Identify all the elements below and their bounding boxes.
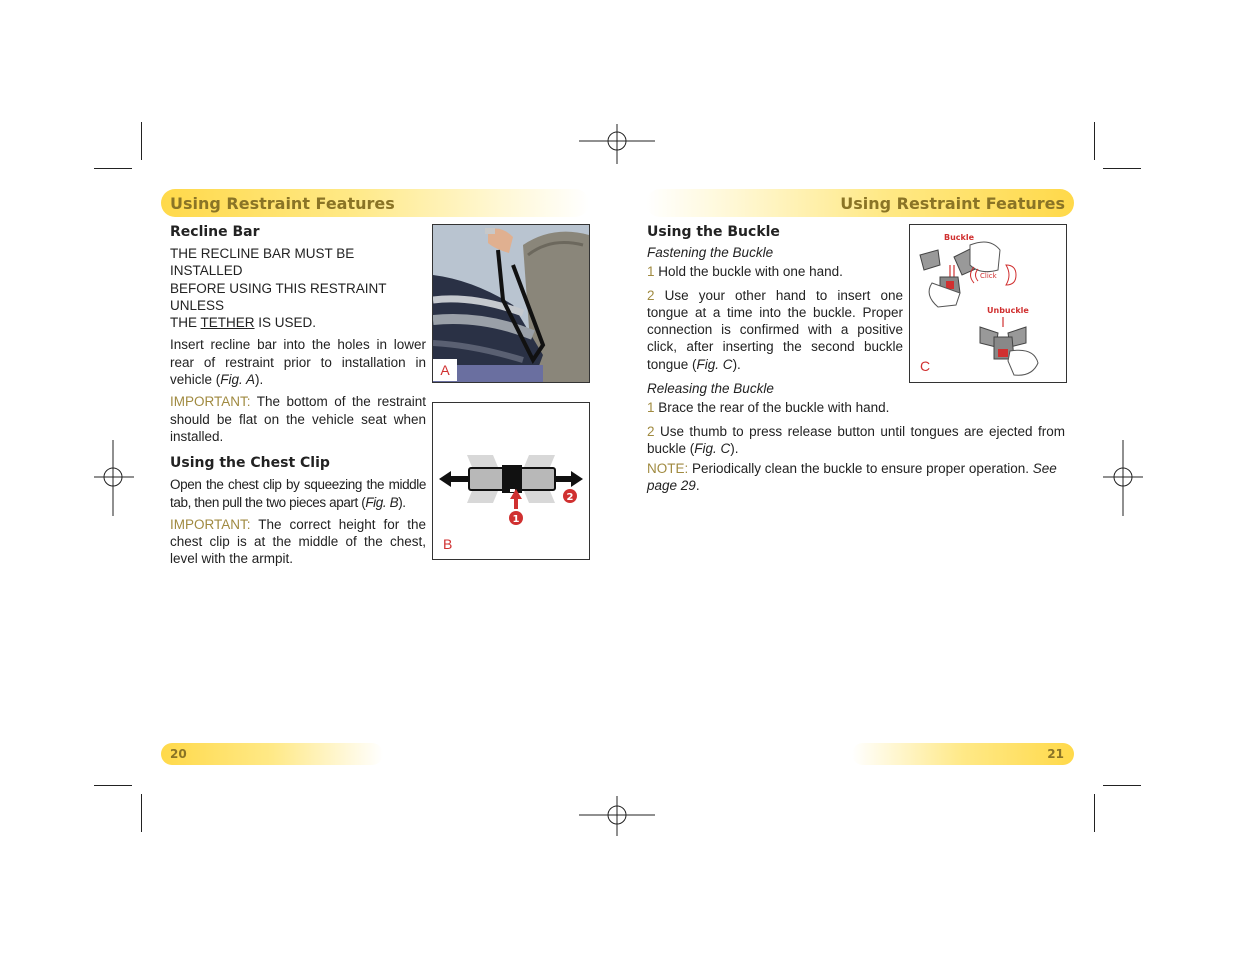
page-number-left: 20: [170, 747, 187, 761]
recline-bar-heading: Recline Bar: [170, 224, 260, 240]
registration-mark-icon: [579, 124, 655, 164]
arrow-left-icon: [439, 471, 469, 487]
click-label: Click: [980, 272, 997, 280]
figure-c-label: C: [920, 358, 931, 374]
buckle-label: Buckle: [944, 233, 975, 242]
arrow-right-icon: [555, 471, 583, 487]
recline-warning: THE RECLINE BAR MUST BE INSTALLED BEFORE USING THIS RESTRAINT UNLESS THE TETHER IS USED.: [170, 246, 387, 331]
crop-mark: [1094, 794, 1095, 832]
figure-b-label: B: [443, 536, 453, 552]
step-1-marker: 1: [512, 514, 520, 525]
recline-bar-section: [170, 224, 426, 568]
buckle-diagram: [910, 225, 1066, 382]
crop-mark: [94, 785, 132, 786]
important-label: IMPORTANT:: [170, 394, 251, 410]
note-label: NOTE:: [647, 461, 689, 477]
crop-mark: [1103, 168, 1141, 169]
figure-a-label: A: [433, 359, 457, 381]
crop-mark: [141, 122, 142, 160]
registration-mark-icon: [94, 440, 134, 516]
releasing-step-2: 2 Use thumb to press release button until tongues are ejected from buckle (Fig. C).: [647, 423, 1065, 456]
buckle-heading: Using the Buckle: [647, 224, 780, 240]
figure-b: [432, 402, 590, 560]
tether-link: TETHER: [200, 315, 255, 331]
chest-clip-important: IMPORTANT: The correct height for the chest clip is at the middle of the chest, level with the armpit.: [170, 516, 426, 567]
recline-insert-text: Insert recline bar into the holes in lower rear of restraint prior to installation in vehicle (Fig. A).: [170, 337, 426, 388]
crop-mark: [141, 794, 142, 832]
fastening-step-2: 2 Use your other hand to insert one tongue at a time into the buckle. Proper connection is confirmed with a positive click, after inserting the second buckle tongue (Fig. C).: [647, 287, 903, 372]
buckle-section-top: [647, 224, 903, 373]
unbuckle-label: Unbuckle: [987, 306, 1029, 315]
fastening-step-1: 1 Hold the buckle with one hand.: [647, 264, 843, 280]
releasing-subheading: Releasing the Buckle: [647, 381, 774, 396]
step-2-marker: 2: [566, 492, 574, 503]
important-label: IMPORTANT:: [170, 516, 251, 532]
right-page-header-title: Using Restraint Features: [840, 193, 1065, 213]
right-page-header: [646, 189, 1074, 217]
registration-mark-icon: [1103, 440, 1143, 516]
crop-mark: [1094, 122, 1095, 160]
buckle-section-bottom: [647, 380, 1065, 495]
releasing-step-1: 1 Brace the rear of the buckle with hand.: [647, 400, 890, 416]
chest-clip-text: Open the chest clip by squeezing the middle tab, then pull the two pieces apart (Fig. B).: [170, 477, 426, 510]
crop-mark: [94, 168, 132, 169]
page-number-right: 21: [1047, 747, 1064, 761]
left-page-header-title: Using Restraint Features: [170, 193, 395, 213]
figure-a: [432, 224, 590, 383]
recline-important: IMPORTANT: The bottom of the restraint should be flat on the vehicle seat when installed.: [170, 394, 426, 444]
figure-c: [909, 224, 1067, 383]
left-page-footer: [161, 743, 383, 765]
left-page-header: [161, 189, 589, 217]
crop-mark: [1103, 785, 1141, 786]
registration-mark-icon: [579, 796, 655, 836]
fastening-subheading: Fastening the Buckle: [647, 245, 774, 260]
chest-clip-heading: Using the Chest Clip: [170, 455, 330, 472]
buckle-note: NOTE: Periodically clean the buckle to ensure proper operation. See page 29.: [647, 461, 1057, 494]
chest-clip-diagram: [433, 403, 589, 559]
right-page-footer: [852, 743, 1074, 765]
